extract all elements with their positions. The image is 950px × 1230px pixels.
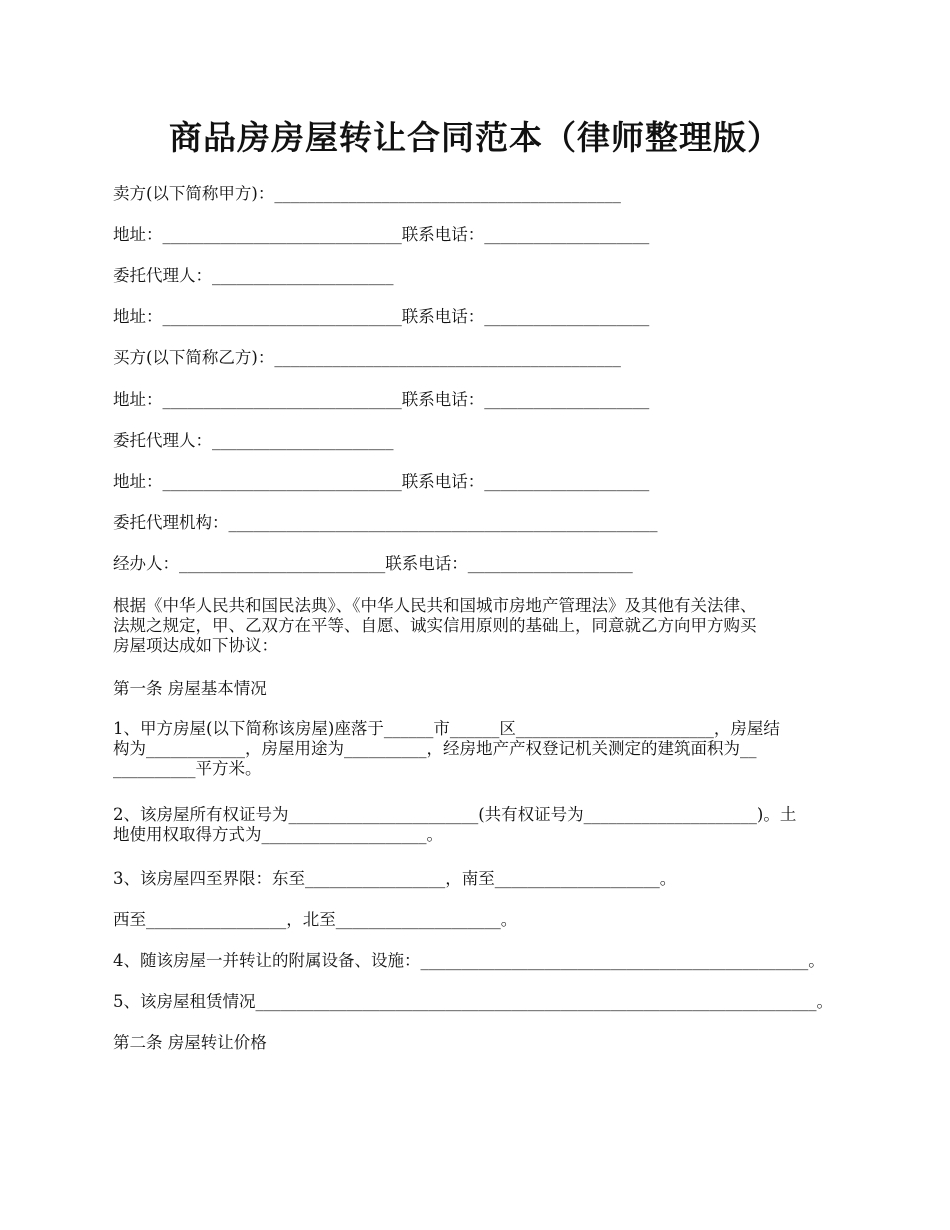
- article1-item1-line: 1、甲方房屋(以下简称该房屋)座落于______市______区________________________，房屋结: [113, 719, 780, 738]
- seller-address-line: 地址：_____________________________联系电话：____________________: [113, 225, 650, 244]
- article1-heading: 第一条 房屋基本情况: [113, 679, 267, 698]
- article1-item1-line: __________平方米。: [113, 759, 262, 778]
- handler-line: 经办人：_________________________联系电话：____________________: [113, 554, 633, 573]
- document-title: 商品房房屋转让合同范本（律师整理版）: [169, 118, 781, 157]
- article1-item5: 5、该房屋租赁情况____________________________________________________________________。: [113, 992, 833, 1011]
- buyer-agent-line: 委托代理人：______________________: [113, 431, 394, 450]
- preamble-paragraph: [113, 596, 843, 656]
- seller-line: 卖方(以下简称甲方)：__________________________________________: [113, 184, 621, 203]
- seller-agent-line: 委托代理人：______________________: [113, 266, 394, 285]
- article1-item3: 3、该房屋四至界限：东至_________________，南至____________________。: [113, 869, 677, 888]
- preamble-line: 房屋项达成如下协议：: [113, 636, 278, 655]
- article1-item4: 4、随该房屋一并转让的附属设备、设施：_______________________________________________。: [113, 951, 825, 970]
- buyer-line: 买方(以下简称乙方)：__________________________________________: [113, 348, 621, 367]
- article1-item2-line: 2、该房屋所有权证号为_______________________(共有权证号为_____________________)。土: [113, 805, 797, 824]
- article1-item3-cont: 西至_________________，北至____________________。: [113, 910, 518, 929]
- preamble-line: 根据《中华人民共和国民法典》、《中华人民共和国城市房地产管理法》及其他有关法律、: [113, 596, 757, 615]
- article1-item2: [113, 805, 843, 845]
- article2-heading: 第二条 房屋转让价格: [113, 1033, 267, 1052]
- buyer-address-line: 地址：_____________________________联系电话：____________________: [113, 390, 650, 409]
- seller-agent-address-line: 地址：_____________________________联系电话：____________________: [113, 307, 650, 326]
- preamble-line: 法规之规定，甲、乙双方在平等、自愿、诚实信用原则的基础上，同意就乙方向甲方购买: [113, 616, 757, 635]
- agency-line: 委托代理机构：____________________________________________________: [113, 513, 658, 532]
- buyer-agent-address-line: 地址：_____________________________联系电话：____________________: [113, 472, 650, 491]
- article1-item1-line: 构为____________，房屋用途为__________，经房地产产权登记机关测定的建筑面积为__: [113, 739, 757, 758]
- article1-item2-line: 地使用权取得方式为____________________。: [113, 825, 443, 844]
- article1-item1: [113, 719, 843, 779]
